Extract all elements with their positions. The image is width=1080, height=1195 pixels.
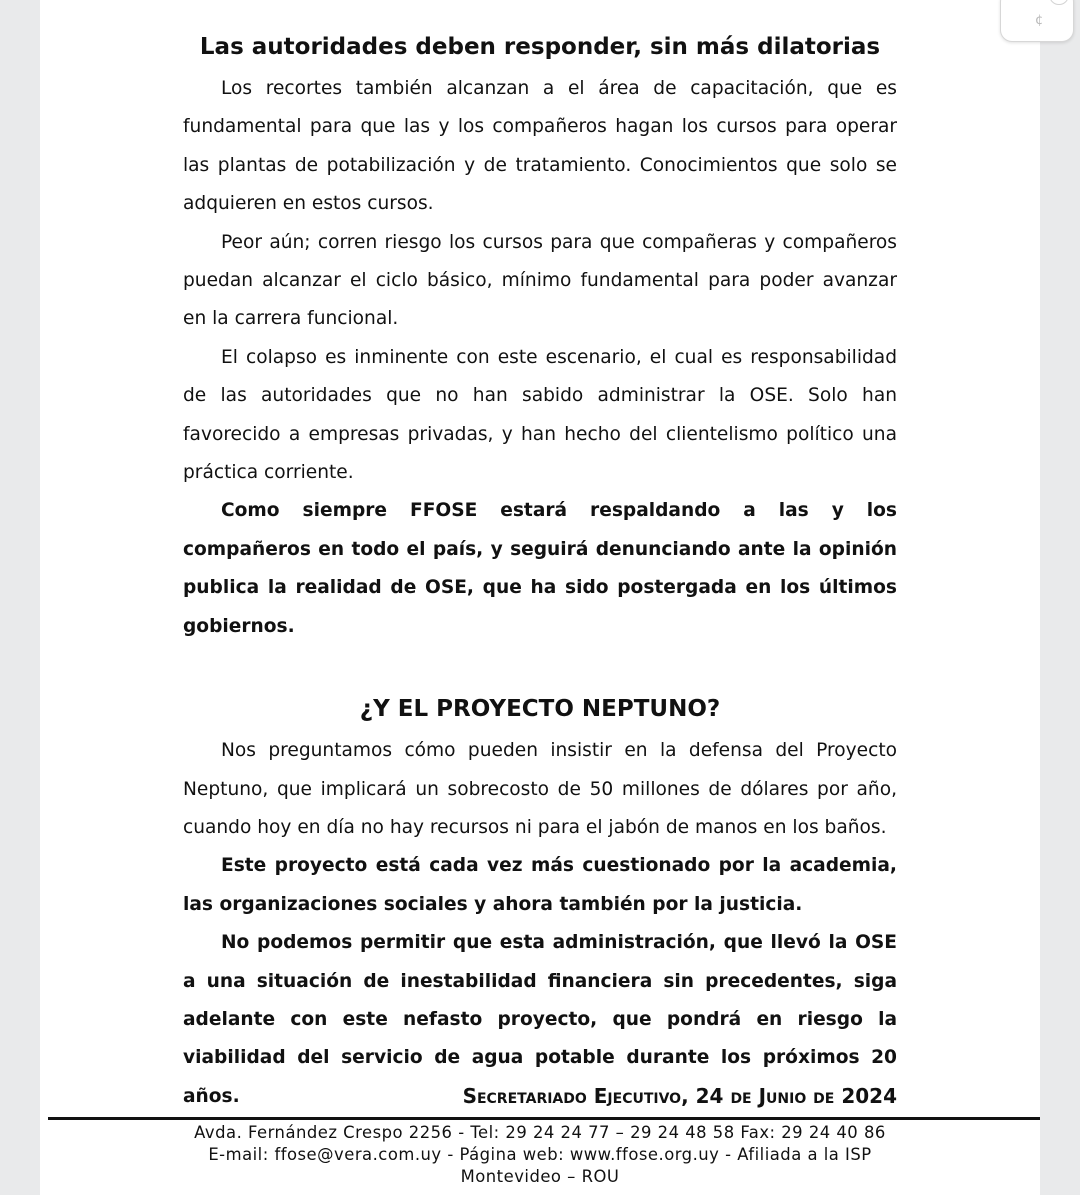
footer-city: Montevideo – ROU <box>460 1167 620 1186</box>
signature-line: Secretariado Ejecutivo, 24 de Junio de 2024 <box>462 1084 897 1108</box>
paragraph-training-cuts: Los recortes también alcanzan a el área de capacitación, que es fundamental para que las y los compañeros hagan los cursos para operar las plantas de potabilización y de tratamiento. Conocimientos que solo se adquieren en estos cursos. <box>183 78 897 215</box>
document-content <box>183 30 897 1116</box>
floating-edge-button[interactable] <box>1000 0 1074 42</box>
section-spacer <box>183 646 897 692</box>
footer-contact <box>183 1122 897 1188</box>
paragraph-collapse: El colapso es inminente con este escenario, el cual es responsabilidad de las autoridades que no han sabido administrar la OSE. Solo han favorecido a empresas privadas, y han hecho del clientelismo político una práctica corriente. <box>183 346 897 484</box>
paragraph-neptuno-cost: Nos preguntamos cómo pueden insistir en la defensa del Proyecto Neptuno, que implicará un sobrecosto de 50 millones de dólares por año, cuando hoy en día no hay recursos ni para el jabón de manos en los baños. <box>183 740 897 838</box>
footer-divider <box>48 1117 1040 1120</box>
footer-address: Avda. Fernández Crespo 2256 - Tel: 29 24 24 77 – 29 24 48 58 Fax: 29 24 40 86 <box>194 1123 886 1142</box>
section-heading-authorities: Las autoridades deben responder, sin más dilatorias <box>199 34 881 60</box>
paragraph-neptuno-risk: No podemos permitir que esta administración, que llevó la OSE a una situación de inestabilidad financiera sin precedentes, siga adelante con este nefasto proyecto, que pondrá en riesgo la viabilidad del servicio de agua potable durante los próximos 20 años. <box>183 932 897 1107</box>
footer-email-web: E-mail: ffose@vera.com.uy - Página web: www.ffose.org.uy - Afiliada a la ISP <box>208 1145 872 1164</box>
section-heading-neptuno: ¿Y EL PROYECTO NEPTUNO? <box>359 696 721 723</box>
paragraph-neptuno-questioned: Este proyecto está cada vez más cuestionado por la academia, las organizaciones sociales y ahora también por la justicia. <box>183 855 897 915</box>
cent-sign-icon: ¢ <box>1035 13 1044 28</box>
paragraph-basic-cycle: Peor aún; corren riesgo los cursos para que compañeras y compañeros puedan alcanzar el ciclo básico, mínimo fundamental para poder avanzar en la carrera funcional. <box>183 231 897 330</box>
paragraph-ffose-support: Como siempre FFOSE estará respaldando a las y los compañeros en todo el país, y seguirá denunciando ante la opinión publica la realidad de OSE, que ha sido postergada en los últimos gobiernos. <box>183 500 897 637</box>
circle-icon <box>1049 0 1069 5</box>
